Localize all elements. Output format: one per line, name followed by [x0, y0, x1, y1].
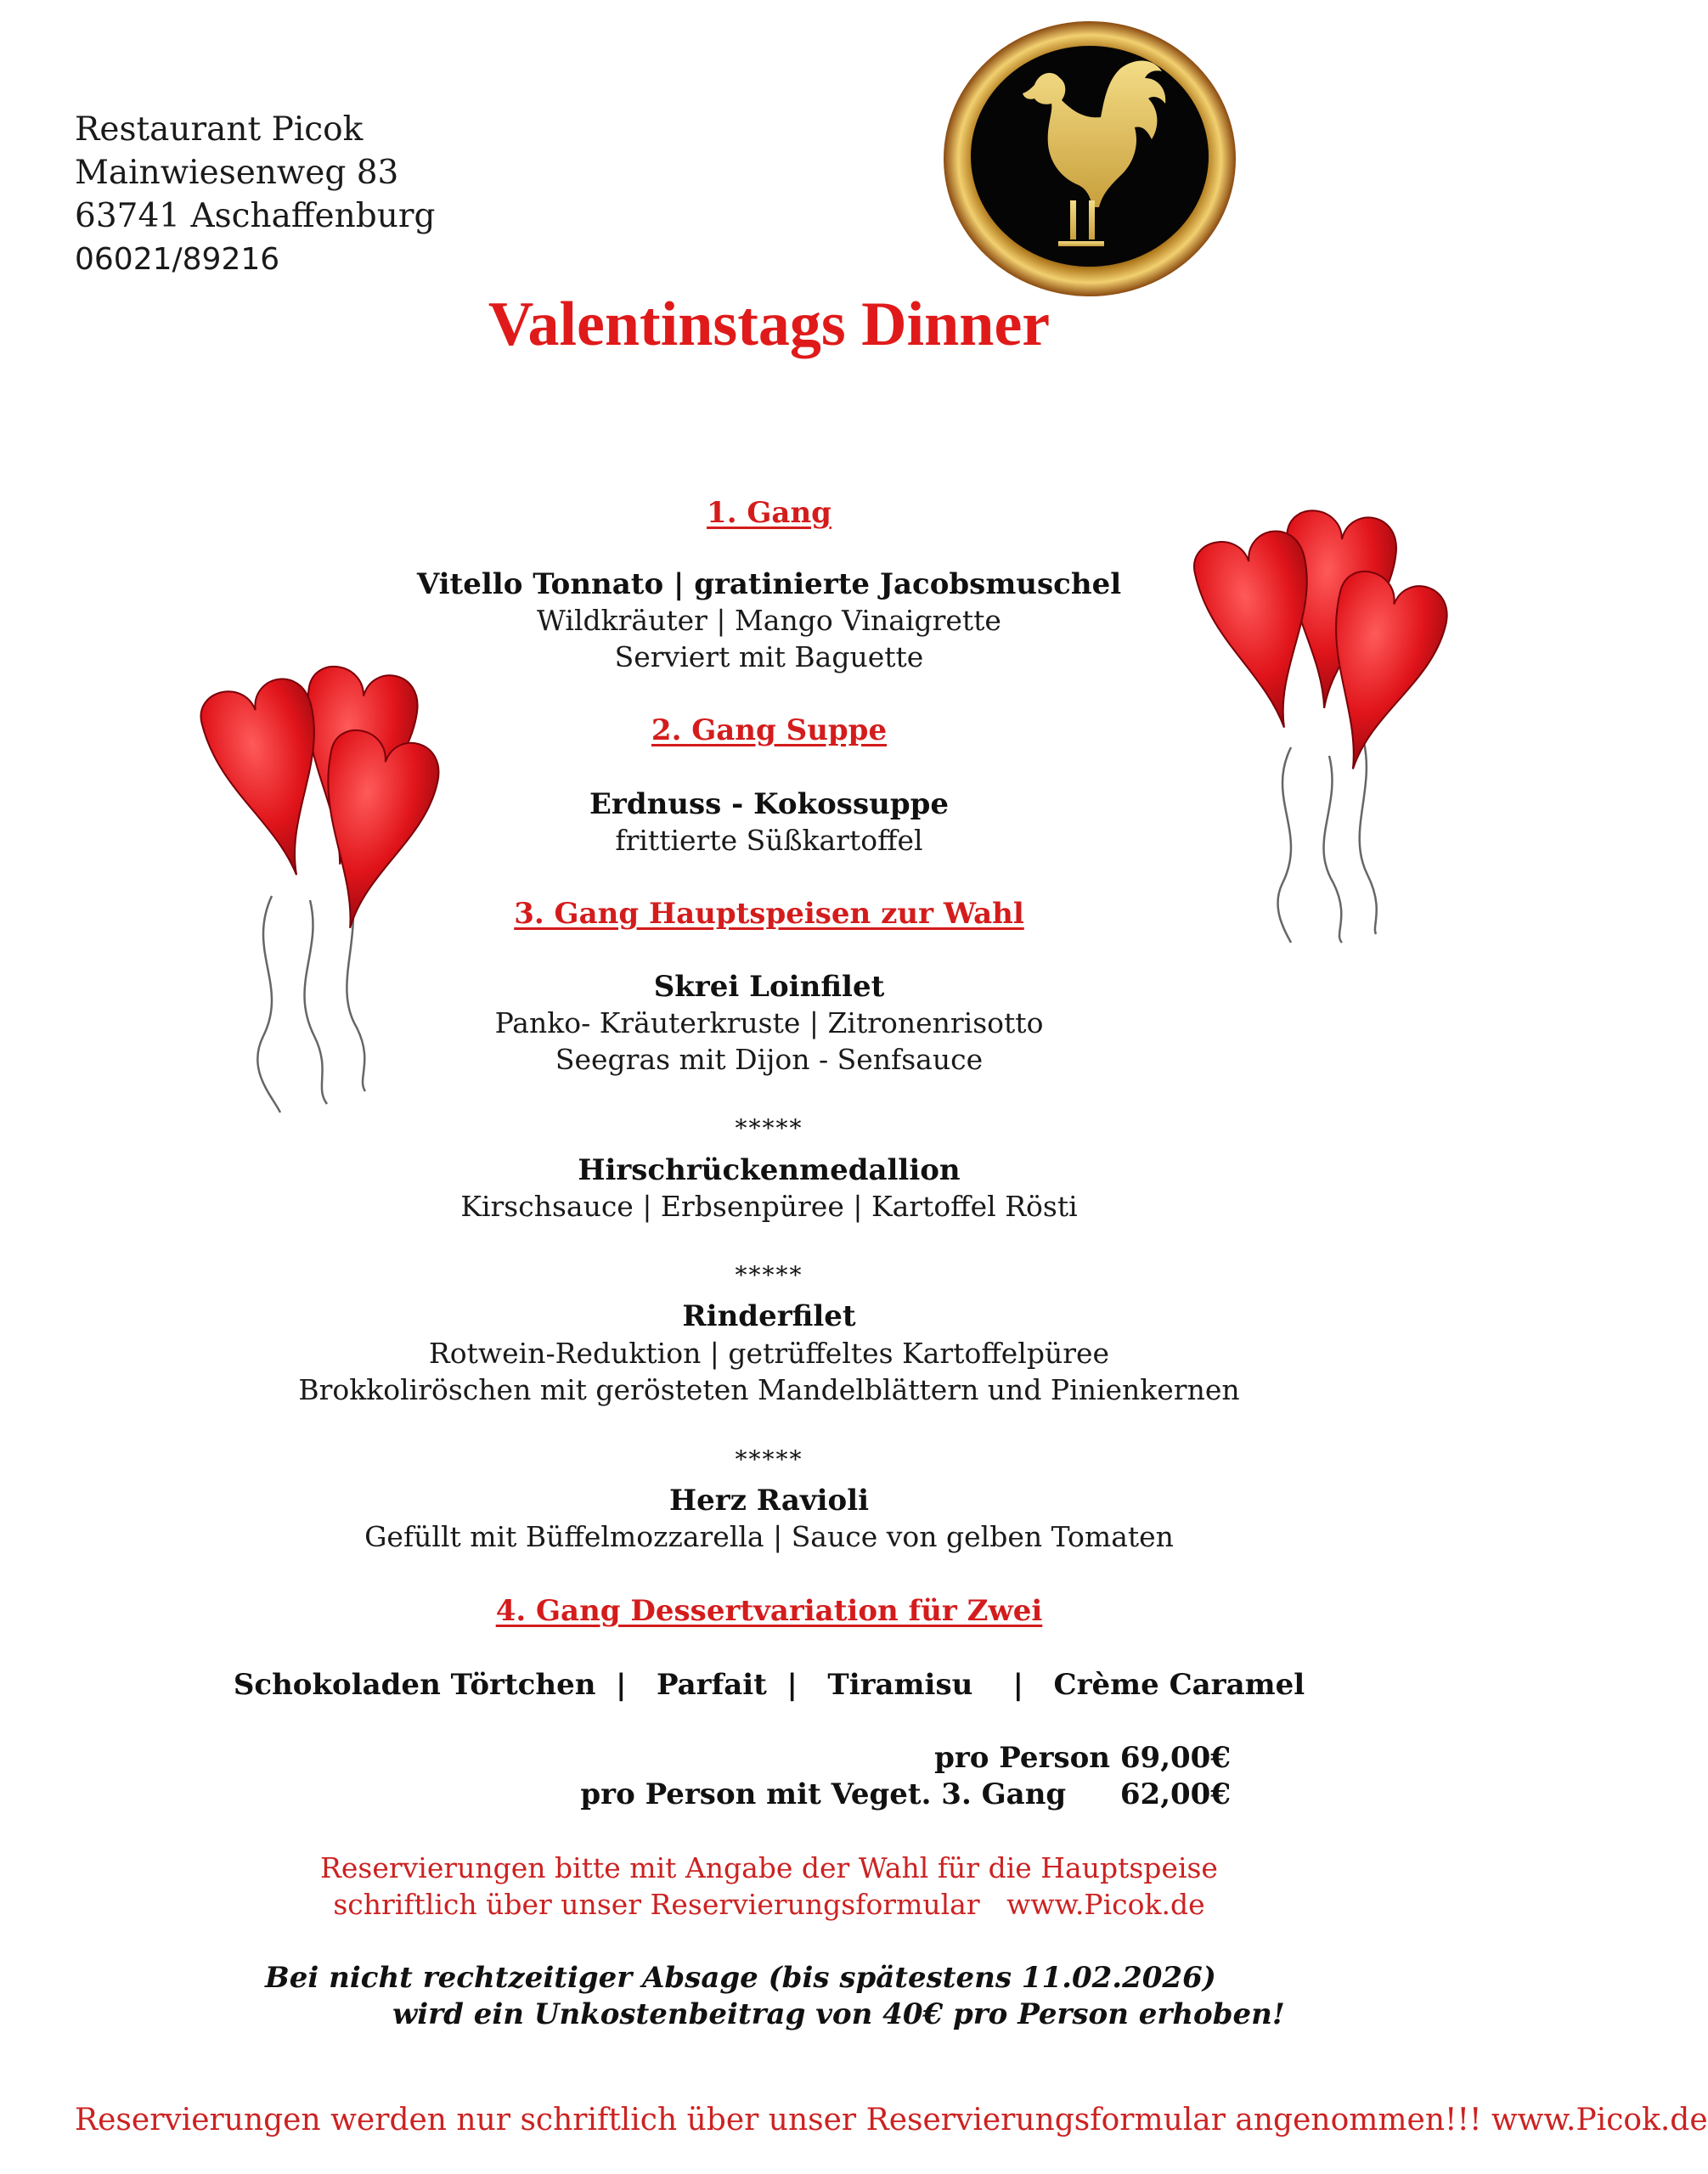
separator-2: ***** — [735, 1261, 803, 1289]
restaurant-street: Mainwiesenweg 83 — [75, 154, 399, 192]
price-1-value: 69,00€ — [1119, 1741, 1231, 1775]
main-option-1-line-2: Seegras mit Dijon - Senfsauce — [555, 1043, 984, 1076]
rooster-logo — [941, 19, 1238, 299]
course-1-heading: 1. Gang — [707, 496, 831, 530]
page-title: Valentinstags Dinner — [488, 290, 1051, 359]
reservation-line-2: schriftlich über unser Reservierungsformular www.Picok.de — [333, 1888, 1205, 1921]
main-option-3-line-1: Rotwein-Reduktion | getrüffeltes Kartoffelpüree — [428, 1337, 1110, 1370]
restaurant-city: 63741 Aschaffenburg — [75, 197, 436, 235]
course-4-dish: Schokoladen Törtchen | Parfait | Tiramisu | Crème Caramel — [233, 1668, 1305, 1702]
reservation-line-1: Reservierungen bitte mit Angabe der Wahl für die Hauptspeise — [320, 1851, 1218, 1884]
course-2-heading: 2. Gang Suppe — [651, 713, 888, 747]
main-option-3-dish: Rinderfilet — [682, 1299, 856, 1333]
heart-balloons-left — [144, 628, 501, 1112]
course-1-dish: Vitello Tonnato | gratinierte Jacobsmuschel — [416, 567, 1122, 601]
main-option-3-line-2: Brokkoliröschen mit gerösteten Mandelblättern und Pinienkernen — [298, 1373, 1240, 1406]
main-option-4-line-1: Gefüllt mit Büffelmozzarella | Sauce von gelben Tomaten — [364, 1520, 1174, 1553]
main-option-1-line-1: Panko- Kräuterkruste | Zitronenrisotto — [494, 1006, 1044, 1039]
main-option-1-dish: Skrei Loinfilet — [653, 970, 885, 1004]
restaurant-phone: 06021/89216 — [75, 242, 280, 277]
price-1-label: pro Person — [934, 1741, 1111, 1775]
course-4-heading: 4. Gang Dessertvariation für Zwei — [495, 1594, 1043, 1628]
price-line-2 — [580, 1777, 1231, 1811]
price-2-value: 62,00€ — [1119, 1777, 1231, 1811]
cancellation-line-1: Bei nicht rechtzeitiger Absage (bis spätestens 11.02.2026) — [265, 1961, 1216, 1995]
main-option-2-dish: Hirschrückenmedallion — [578, 1153, 961, 1187]
price-2-label: pro Person mit Veget. 3. Gang — [580, 1777, 1067, 1811]
cancellation-line-2: wird ein Unkostenbeitrag von 40€ pro Person erhoben! — [392, 1997, 1285, 2031]
separator-3: ***** — [735, 1445, 803, 1473]
separator-1: ***** — [735, 1114, 803, 1142]
price-line-1 — [934, 1741, 1231, 1775]
main-option-4-dish: Herz Ravioli — [668, 1484, 870, 1518]
course-1-line-2: Serviert mit Baguette — [614, 640, 924, 673]
footer-note: Reservierungen werden nur schriftlich über unser Reservierungsformular angenommen!!! www.Picok.de — [75, 2103, 1708, 2137]
course-3-heading: 3. Gang Hauptspeisen zur Wahl — [514, 897, 1024, 931]
course-2-dish: Erdnuss - Kokossuppe — [589, 787, 949, 821]
main-option-2-line-1: Kirschsauce | Erbsenpüree | Kartoffel Rösti — [460, 1190, 1078, 1223]
restaurant-name: Restaurant Picok — [75, 110, 364, 149]
course-2-line-1: frittierte Süßkartoffel — [615, 824, 923, 857]
course-1-line-1: Wildkräuter | Mango Vinaigrette — [537, 604, 1001, 637]
